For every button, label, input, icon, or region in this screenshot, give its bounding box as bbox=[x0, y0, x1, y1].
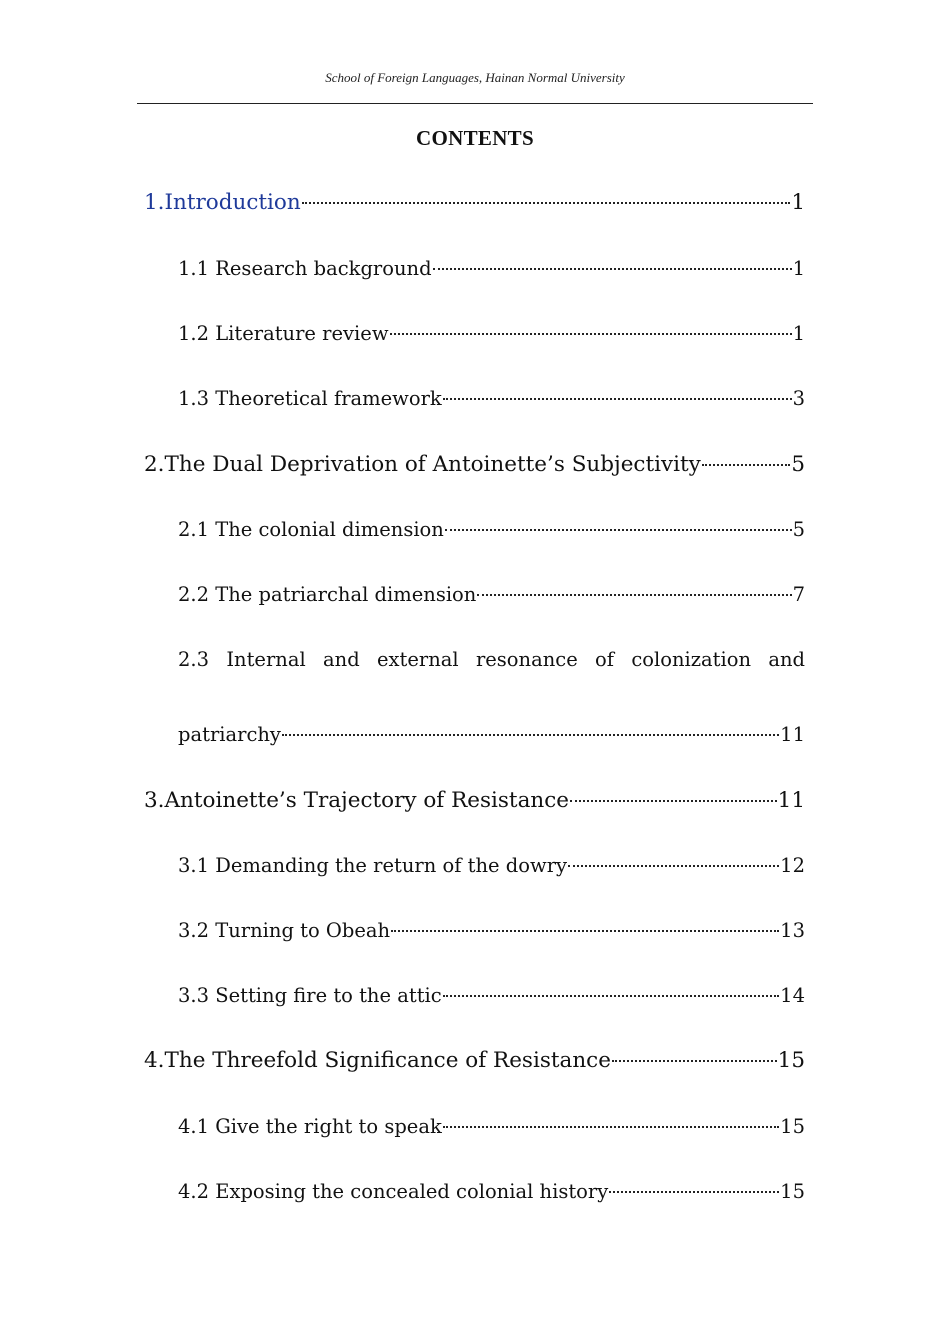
toc-entry-literature-review[interactable] bbox=[178, 322, 805, 345]
toc-entry-label: 3.2 Turning to Obeah bbox=[178, 919, 391, 942]
toc-entry-label: 3.Antoinette’s Trajectory of Resistance bbox=[144, 788, 569, 813]
toc-entry-label: 2.1 The colonial dimension bbox=[178, 518, 444, 541]
toc-entry-dowry[interactable] bbox=[178, 854, 805, 877]
running-header: School of Foreign Languages, Hainan Normal University bbox=[325, 70, 625, 85]
toc-page-number: 7 bbox=[792, 583, 805, 606]
toc-page-number: 11 bbox=[780, 723, 805, 746]
toc-entry-label: patriarchy bbox=[178, 723, 281, 746]
toc-page-number: 5 bbox=[791, 452, 805, 477]
contents-title: CONTENTS bbox=[416, 126, 534, 150]
toc-entry-label: 3.1 Demanding the return of the dowry bbox=[178, 854, 568, 877]
toc-entry-patriarchal-dimension[interactable] bbox=[178, 583, 805, 606]
toc-entry-resonance-line1[interactable]: 2.3 Internal and external resonance of colonization and bbox=[178, 648, 805, 671]
dot-leader bbox=[282, 734, 779, 736]
toc-entry-resonance[interactable] bbox=[178, 723, 805, 746]
toc-entry-colonial-dimension[interactable] bbox=[178, 518, 805, 541]
toc-page-number: 13 bbox=[780, 919, 805, 942]
toc-page-number: 3 bbox=[792, 387, 805, 410]
toc-page-number: 15 bbox=[780, 1115, 805, 1138]
toc-page-number: 1 bbox=[791, 190, 805, 215]
toc-entry-introduction[interactable] bbox=[144, 190, 805, 215]
toc-entry-label: 1.2 Literature review bbox=[178, 322, 389, 345]
toc-entry-obeah[interactable] bbox=[178, 919, 805, 942]
dot-leader bbox=[702, 464, 791, 466]
dot-leader bbox=[390, 333, 792, 335]
toc-page-number: 15 bbox=[780, 1180, 805, 1203]
dot-leader bbox=[443, 995, 779, 997]
toc-entry-research-background[interactable] bbox=[178, 257, 805, 280]
dot-leader bbox=[477, 594, 791, 596]
dot-leader bbox=[445, 529, 792, 531]
dot-leader bbox=[570, 800, 777, 802]
toc-page-number: 12 bbox=[780, 854, 805, 877]
toc-entry-label: 4.1 Give the right to speak bbox=[178, 1115, 442, 1138]
toc-entry-label: 1.3 Theoretical framework bbox=[178, 387, 442, 410]
toc-entry-setting-fire[interactable] bbox=[178, 984, 805, 1007]
dot-leader bbox=[609, 1191, 779, 1193]
toc-page-number: 5 bbox=[792, 518, 805, 541]
toc-page-number: 14 bbox=[780, 984, 805, 1007]
dot-leader bbox=[568, 865, 779, 867]
toc-entry-trajectory-of-resistance[interactable] bbox=[144, 788, 805, 813]
toc-page-number: 1 bbox=[792, 257, 805, 280]
toc-entry-dual-deprivation[interactable] bbox=[144, 452, 805, 477]
toc-entry-label: 4.The Threefold Significance of Resistance bbox=[144, 1048, 611, 1073]
toc-page-number: 1 bbox=[792, 322, 805, 345]
dot-leader bbox=[391, 930, 779, 932]
toc-entry-label: 4.2 Exposing the concealed colonial history bbox=[178, 1180, 609, 1203]
toc-entry-right-to-speak[interactable] bbox=[178, 1115, 805, 1138]
dot-leader bbox=[302, 202, 791, 204]
toc-entry-label: 1.1 Research background bbox=[178, 257, 432, 280]
toc-entry-label: 2.2 The patriarchal dimension bbox=[178, 583, 477, 606]
toc-entry-label: 3.3 Setting fire to the attic bbox=[178, 984, 442, 1007]
dot-leader bbox=[443, 398, 792, 400]
toc-entry-threefold-significance[interactable] bbox=[144, 1048, 805, 1073]
toc-page-number: 15 bbox=[777, 1048, 805, 1073]
toc-page-number: 11 bbox=[777, 788, 805, 813]
dot-leader bbox=[433, 268, 792, 270]
dot-leader bbox=[612, 1060, 777, 1062]
toc-entry-theoretical-framework[interactable] bbox=[178, 387, 805, 410]
dot-leader bbox=[443, 1126, 779, 1128]
toc-entry-label[interactable]: 1.Introduction bbox=[144, 190, 301, 215]
toc-entry-label: 2.The Dual Deprivation of Antoinette’s Subjectivity bbox=[144, 452, 701, 477]
toc-entry-colonial-history[interactable] bbox=[178, 1180, 805, 1203]
